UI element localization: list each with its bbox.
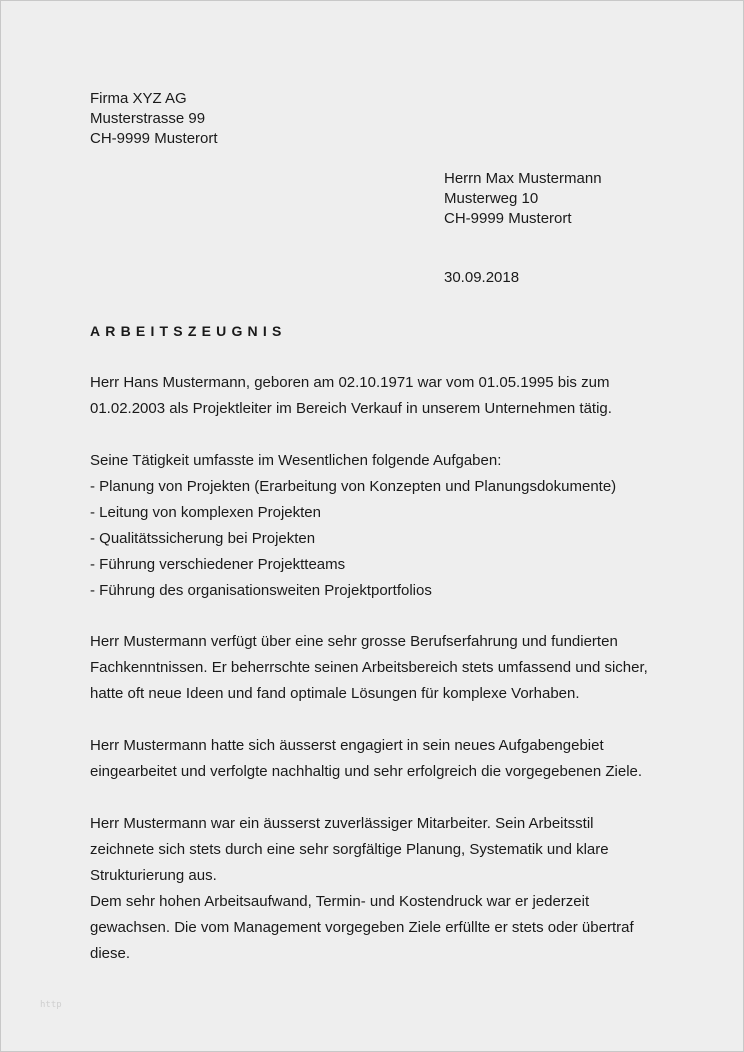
recipient-street: Musterweg 10 [444,190,539,207]
paragraph-line: hatte oft neue Ideen und fand optimale Lösungen für komplexe Vorhaben. [90,685,580,702]
paragraph-line: Strukturierung aus. [90,867,217,884]
paragraph-tasks [90,448,616,604]
paragraph-line: zeichnete sich stets durch eine sehr sorgfältige Planung, Systematik und klare [90,841,609,858]
paragraph-line: gewachsen. Die vom Management vorgegeben Ziele erfüllte er stets oder übertraf [90,919,634,936]
tasks-heading: Seine Tätigkeit umfasste im Wesentlichen folgende Aufgaben: [90,452,502,469]
sender-city: CH-9999 Musterort [90,130,218,147]
paragraph-line: Herr Mustermann verfügt über eine sehr grosse Berufserfahrung und fundierten [90,633,618,650]
paragraph-line: Dem sehr hohen Arbeitsaufwand, Termin- und Kostendruck war er jederzeit [90,893,590,910]
document-date: 30.09.2018 [444,269,520,286]
paragraph-engagement [90,733,642,785]
watermark: http [40,1000,62,1010]
paragraph-expertise [90,629,648,707]
paragraph-line: eingearbeitet und verfolgte nachhaltig und sehr erfolgreich die vorgegebenen Ziele. [90,763,643,780]
paragraph-intro [90,370,612,422]
sender-street: Musterstrasse 99 [90,110,206,127]
recipient-name: Herrn Max Mustermann [444,170,602,187]
task-item: - Leitung von komplexen Projekten [90,504,321,521]
paragraph-line: Herr Mustermann war ein äusserst zuverlässiger Mitarbeiter. Sein Arbeitsstil [90,815,594,832]
task-item: - Qualitätssicherung bei Projekten [90,530,316,547]
recipient-city: CH-9999 Musterort [444,210,572,227]
paragraph-line: Fachkenntnissen. Er beherrschte seinen Arbeitsbereich stets umfassend und sicher, [90,659,648,676]
paragraph-line: Herr Mustermann hatte sich äusserst engagiert in sein neues Aufgabengebiet [90,737,604,754]
paragraph-line: diese. [90,945,131,962]
task-item: - Planung von Projekten (Erarbeitung von Konzepten und Planungsdokumente) [90,478,617,495]
sender-address [90,89,218,149]
task-item: - Führung des organisationsweiten Projektportfolios [90,582,432,599]
paragraph-line: Herr Hans Mustermann, geboren am 02.10.1971 war vom 01.05.1995 bis zum [90,374,610,391]
paragraph-reliability [90,811,634,967]
sender-company: Firma XYZ AG [90,90,187,107]
recipient-address [444,169,602,229]
task-item: - Führung verschiedener Projektteams [90,556,346,573]
paragraph-line: 01.02.2003 als Projektleiter im Bereich Verkauf in unserem Unternehmen tätig. [90,400,612,417]
document-title: ARBEITSZEUGNIS [90,323,287,339]
